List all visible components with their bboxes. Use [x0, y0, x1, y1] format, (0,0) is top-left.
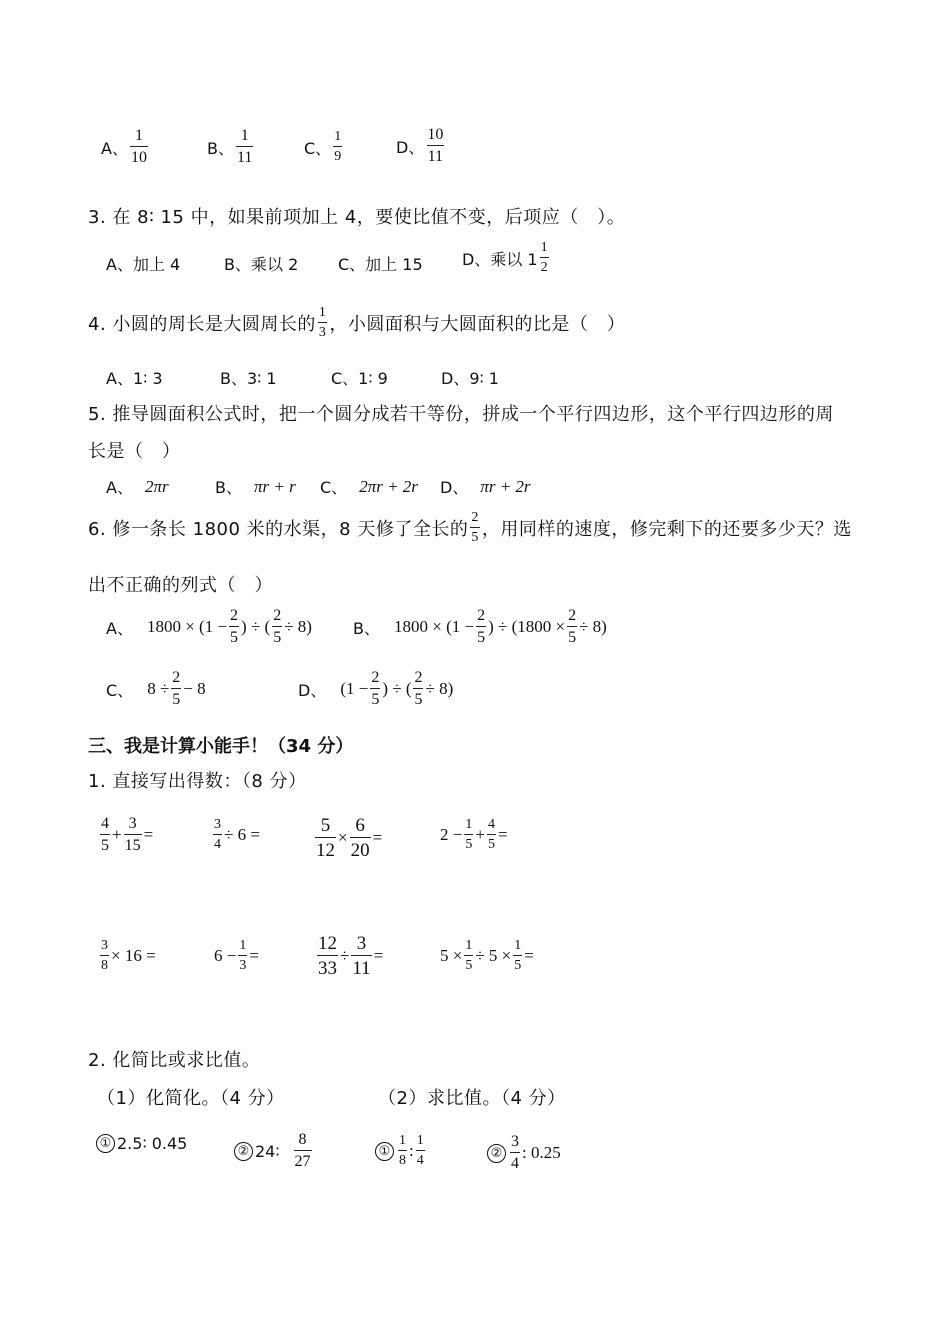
q3-option-b: B、乘以 2: [224, 255, 299, 274]
s3-q2-stem: 2. 化简比或求比值。: [88, 1050, 261, 1071]
q4-option-d: D、9∶ 1: [441, 369, 499, 388]
s3-q2-sub1: （1）化简化。（4 分）: [97, 1088, 285, 1109]
ratio-value-2: ② $\frac{3}{4}$ : 0.25: [487, 1134, 561, 1172]
q4-stem: 4. 小圆的周长是大圆周长的 $\frac{1}{3}$ ，小圆面积与大圆面积的比是（ ）: [88, 305, 626, 340]
q6-option-b: B、 1800 × (1 − $\frac{2}{5}$ ) ÷ (1800 × $\frac{2}{5}$ ÷ 8): [353, 607, 607, 646]
calc-1: $\frac{4}{5}$ + $\frac{3}{15}$ =: [101, 815, 154, 854]
q5-stem-line2: 长是（ ）: [88, 441, 181, 462]
calc-3: $\frac{5}{12}$ × $\frac{6}{20}$ =: [316, 815, 383, 861]
calc-4: 2 − $\frac{1}{5}$ + $\frac{4}{5}$ =: [440, 817, 508, 852]
q5-option-a: A、 2πr: [106, 476, 169, 497]
q6-stem-line2: 出不正确的列式（ ）: [88, 575, 273, 596]
ratio-2: ② 24∶ $\frac{8}{27}$: [234, 1132, 314, 1170]
q6-option-d: D、 (1 − $\frac{2}{5}$ ) ÷ ( $\frac{2}{5}$ ÷ 8): [298, 669, 454, 708]
q6-option-c: C、 8 ÷ $\frac{2}{5}$ − 8: [106, 669, 206, 708]
q3-option-d: D、乘以 1 $\frac{1}{2}$: [462, 240, 548, 275]
q4-option-a: A、1∶ 3: [106, 369, 163, 388]
q5-option-c: C、 2πr + 2r: [320, 476, 418, 497]
s3-q1-stem: 1. 直接写出得数：（8 分）: [88, 771, 307, 792]
q4-option-b: B、3∶ 1: [220, 369, 277, 388]
q5-option-d: D、 πr + 2r: [440, 476, 531, 497]
calc-2: $\frac{3}{4}$ ÷ 6 =: [214, 817, 260, 852]
calc-5: $\frac{3}{8}$ × 16 =: [101, 938, 156, 973]
q6-option-a: A、 1800 × (1 − $\frac{2}{5}$ ) ÷ ( $\frac{2}{5}$ ÷ 8): [106, 607, 312, 646]
calc-6: 6 − $\frac{1}{3}$ =: [214, 938, 259, 973]
q2-option-b: B、 $\frac{1}{11}$: [207, 127, 253, 166]
calc-8: 5 × $\frac{1}{5}$ ÷ 5 × $\frac{1}{5}$ =: [440, 938, 534, 973]
q2-option-d: D、 $\frac{10}{11}$: [396, 126, 444, 165]
q3-option-a: A、加上 4: [106, 255, 181, 274]
q2-option-a: A、 $\frac{1}{10}$: [101, 127, 147, 166]
ratio-value-1: ① $\frac{1}{8}$ : $\frac{1}{4}$: [375, 1134, 427, 1168]
s3-q2-sub2: （2）求比值。（4 分）: [378, 1088, 566, 1109]
ratio-1: ① 2.5∶ 0.45: [96, 1134, 187, 1153]
q3-option-c: C、加上 15: [338, 255, 423, 274]
q2-option-c: C、 $\frac{1}{9}$: [304, 129, 342, 164]
q6-stem: 6. 修一条长 1800 米的水渠，8 天修了全长的 $\frac{2}{5}$ ，用同样的速度，修完剩下的还要多少天？选: [88, 510, 852, 545]
q5-stem-line1: 5. 推导圆面积公式时，把一个圆分成若干等份，拼成一个平行四边形，这个平行四边形的周: [88, 404, 834, 425]
q4-option-c: C、1∶ 9: [331, 369, 388, 388]
calc-7: $\frac{12}{33}$ ÷ $\frac{3}{11}$ =: [318, 933, 384, 979]
section-3-title: 三、我是计算小能手！（34 分）: [88, 736, 354, 757]
q3-stem: 3. 在 8∶ 15 中，如果前项加上 4，要使比值不变，后项应（ ）。: [88, 207, 626, 228]
q5-option-b: B、 πr + r: [215, 476, 296, 497]
